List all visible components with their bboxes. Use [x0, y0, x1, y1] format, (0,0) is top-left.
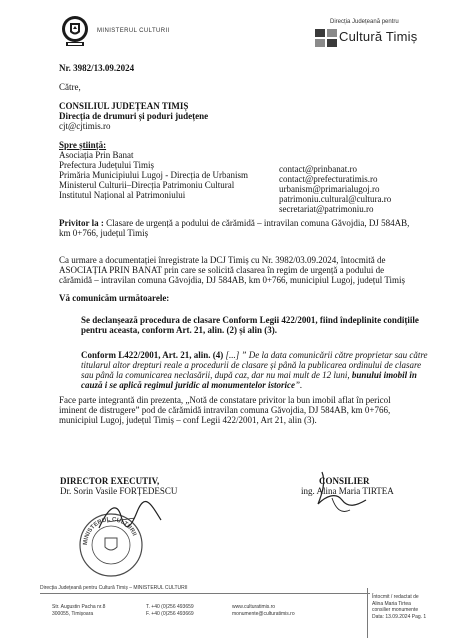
- legal-quote: Conform L422/2001, Art. 21, alin. (4) [...] ” De la data comunicării către proprietar sau către titularul altor drepturi reale a procedurii de clasare și până la publicarea ordinului de clasare sau până la comunicarea neclasării, după caz, dar nu mai mult de 12 luni, bunului imobil în cauză i se aplică regimul juridic al monumentelor istorice”.: [81, 350, 428, 390]
- body-line: Ca urmare a documentației înregistrate la DCJ Timiș cu Nr. 3982/03.09.2024, întocmită de: [59, 255, 386, 265]
- stamp-ring-text: MINISTERUL CULTURII: [82, 516, 138, 546]
- footer-org: Direcția Județeană pentru Cultură Timiș – MINISTERUL CULTURII: [40, 585, 188, 591]
- body-line: municipiul Lugoj, județul Timiș – conf Legii 422/2001, Art 21, alin (3).: [59, 415, 317, 425]
- prepared-name: Alina Maria Tirtea: [372, 600, 411, 607]
- footer-website: www.culturatimis.ro: [232, 604, 276, 610]
- footer-web: [232, 604, 295, 617]
- advisor-name: ing. Alina Maria TIRTEA: [301, 486, 394, 496]
- quote-line: titularul altor drepturi reale a procedurii de clasare și până la publicarea ordinului de clasare: [81, 360, 422, 370]
- cc-email: contact@prefecturatimis.ro: [279, 174, 378, 184]
- cc-name: Asociația Prin Banat: [59, 150, 134, 160]
- body-line: iminent de distrugere” pod de cărămidă intravilan comuna Găvojdia, DJ 584AB, km 0+766,: [59, 405, 391, 415]
- prepared-label: Întocmit / redactat de: [372, 594, 419, 600]
- dj-brand: Cultură Timiș: [339, 29, 418, 44]
- communicate-heading: Vă comunicăm următoarele:: [59, 293, 170, 303]
- footer-address-line: 300055, Timișoara: [52, 610, 94, 617]
- subject: [59, 218, 409, 238]
- body-line: ASOCIAȚIA PRIN BANAT prin care se solicită clasarea în regim de urgență a podului de: [59, 265, 385, 275]
- footer-address: [52, 604, 105, 617]
- cc-name: Primăria Municipiului Lugoj - Direcția de Urbanism: [59, 170, 248, 180]
- advisor-title: CONSILIER: [319, 476, 370, 486]
- director-title: DIRECTOR EXECUTIV,: [60, 476, 160, 486]
- footer-divider: [40, 593, 370, 594]
- body-paragraph-1: [59, 255, 405, 285]
- cc-names: [59, 150, 248, 200]
- subject-line: Clasare de urgență a podului de cărămidă – intravilan comuna Găvojdia, DJ 584AB,: [103, 218, 410, 228]
- footer-prepared: [372, 594, 426, 620]
- recipient-name: CONSILIUL JUDEȚEAN TIMIȘ: [59, 101, 189, 111]
- quote-bold-tail: bunului imobil în: [349, 370, 417, 380]
- cc-name: Prefectura Județului Timiș: [59, 160, 154, 170]
- cc-name: Institutul Național al Patrimoniului: [59, 190, 186, 200]
- body-line: cărămidă – intravilan comuna Găvojdia, DJ 584AB, km 0+766, municipiul Lugoj, județul Timiș: [59, 275, 406, 285]
- to-label: Către,: [59, 82, 81, 92]
- advisor-signature-icon: [302, 470, 374, 522]
- decision-line: Se declanșează procedura de clasare Conform Legii 422/2001, fiind îndeplinite condițiile: [81, 315, 419, 325]
- footer-separator: [367, 588, 368, 638]
- cc-label: Spre știință:: [59, 140, 107, 150]
- subject-line: km 0+766, județul Timiș: [59, 228, 149, 238]
- recipient-email: cjt@cjtimis.ro: [59, 121, 111, 131]
- footer-email: monumente@culturatimis.ro: [232, 610, 295, 617]
- body-line: Face parte integrantă din prezenta, „Notă de constatare privitor la bun imobil aflat în pericol: [59, 395, 391, 405]
- prepared-date: Data: 13.09.2024 Pag. 1: [372, 613, 427, 620]
- cc-email: contact@prinbanat.ro: [279, 164, 358, 174]
- cc-name: Ministerul Culturii–Direcția Patrimoniu Cultural: [59, 180, 235, 190]
- quote-line: sau până la comunicarea neclasării, după caz, dar nu mai mult de 12 luni,: [81, 370, 350, 380]
- director-name: Dr. Sorin Vasile FORȚEDESCU: [60, 486, 178, 496]
- director-signature-icon: [95, 498, 165, 538]
- quote-bold-head: cauză i se aplică regimul juridic al monumentelor istorice: [81, 380, 296, 390]
- prepared-role: consilier monumente: [372, 607, 419, 613]
- dj-header-top: Direcția Județeană pentru: [330, 19, 399, 25]
- footer-phones: [146, 604, 194, 617]
- cc-email: urbanism@primarialugoj.ro: [279, 184, 380, 194]
- cc-emails: [279, 164, 391, 214]
- subject-label: Privitor la :: [59, 218, 104, 228]
- footer-address-line: Str. Augustin Pacha nr.8: [52, 604, 106, 610]
- cc-email: patrimoniu.cultural@cultura.ro: [279, 194, 392, 204]
- ministry-header: MINISTERUL CULTURII: [97, 28, 170, 34]
- body-paragraph-2: [59, 395, 391, 425]
- cc-email: secretariat@patrimoniu.ro: [279, 204, 374, 214]
- footer-fax: F. +40 (0)256 493669: [146, 610, 194, 617]
- quote-line: [...] ” De la data comunicării către proprietar sau către: [223, 350, 428, 360]
- recipient-dept: Direcția de drumuri și poduri județene: [59, 111, 209, 121]
- decision: [81, 315, 419, 335]
- registration-number: Nr. 3982/13.09.2024: [59, 63, 135, 73]
- decision-line: pentru aceasta, conform Art. 21, alin. (2) și alin (3).: [81, 325, 277, 335]
- coat-of-arms-icon: [60, 14, 90, 48]
- dj-logo-icon: [315, 29, 337, 47]
- footer-phone: T. +40 (0)256 493659: [146, 604, 194, 610]
- quote-ref: Conform L422/2001, Art. 21, alin. (4): [81, 350, 224, 360]
